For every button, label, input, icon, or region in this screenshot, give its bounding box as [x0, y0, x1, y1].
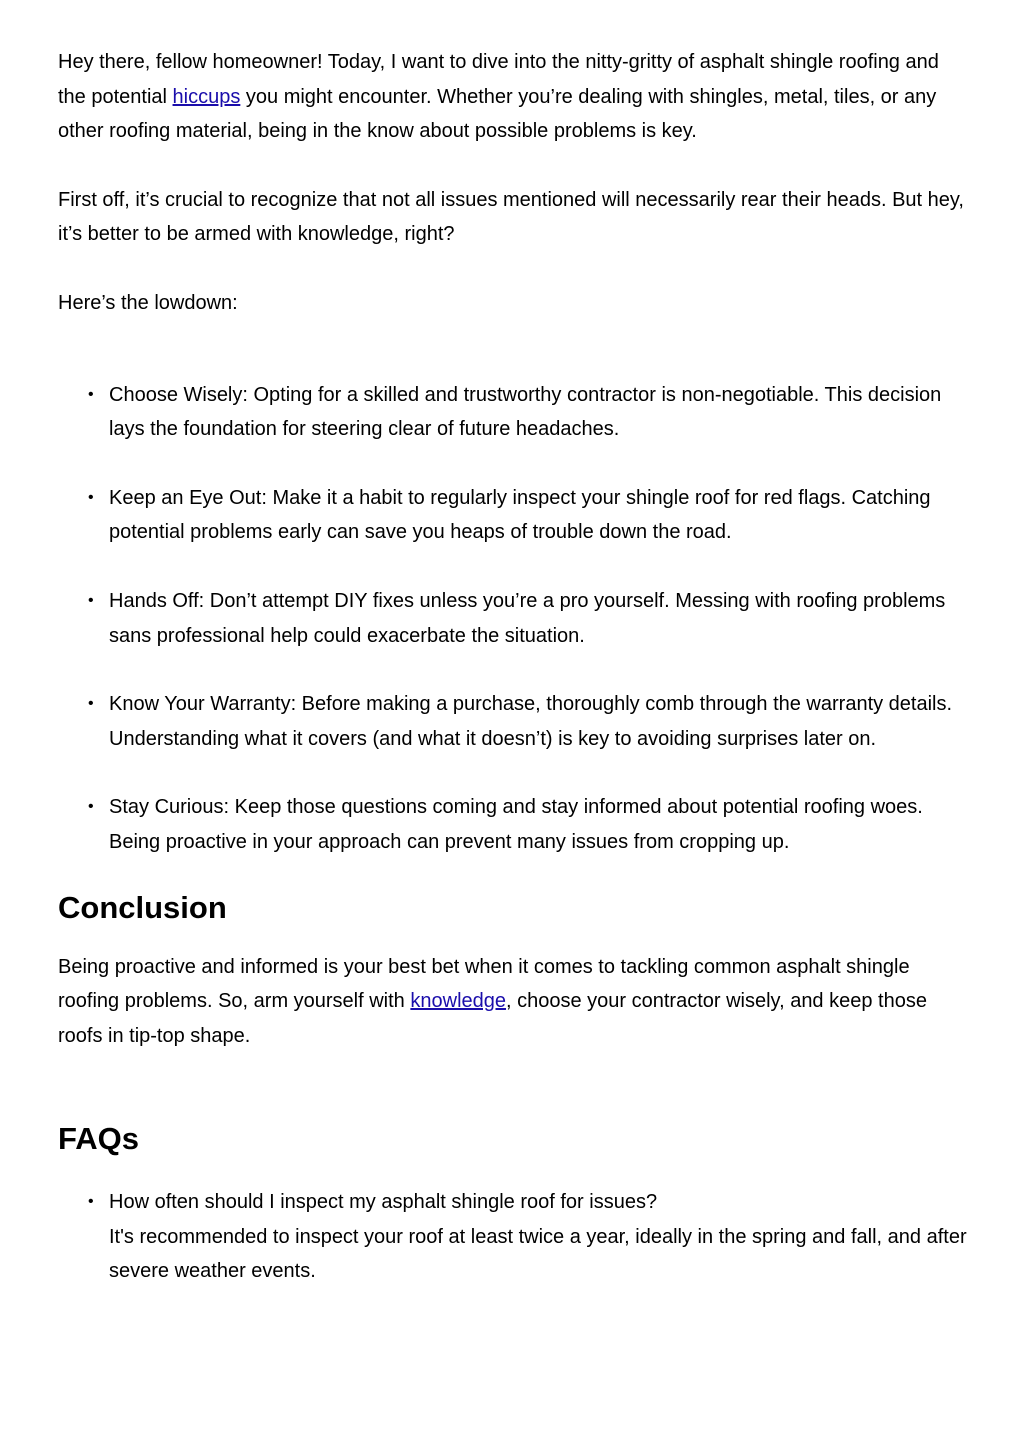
list-item	[58, 790, 968, 859]
bullet-icon: •	[88, 385, 94, 403]
bullet-icon: •	[88, 488, 94, 506]
list-item	[58, 378, 968, 447]
intro-paragraph-1	[58, 45, 968, 149]
list-item	[58, 584, 968, 653]
list-item	[58, 481, 968, 550]
conclusion-paragraph	[58, 950, 968, 1054]
faq-item	[58, 1185, 968, 1289]
faqs-heading: FAQs	[58, 1121, 139, 1157]
faq-question: How often should I inspect my asphalt shingle roof for issues?	[109, 1191, 658, 1214]
bullet-icon: •	[88, 1193, 94, 1211]
tip-text: Hands Off: Don’t attempt DIY fixes unless you’re a pro yourself. Messing with roofing problems sans professional help could exacerbate the situation.	[109, 589, 946, 647]
faq-list	[58, 1185, 968, 1289]
intro-text-after-link: you might encounter. Whether you’re dealing with shingles, metal, tiles, or any other roofing material, being in the know about possible problems is key.	[58, 85, 937, 143]
tip-text: Choose Wisely: Opting for a skilled and trustworthy contractor is non-negotiable. This decision lays the foundation for steering clear of future headaches.	[109, 383, 942, 441]
tip-text: Stay Curious: Keep those questions coming and stay informed about potential roofing woes. Being proactive in your approach can prevent many issues from cropping up.	[109, 796, 923, 853]
bullet-icon: •	[88, 695, 94, 713]
intro-paragraph-2: First off, it’s crucial to recognize that not all issues mentioned will necessarily rear their heads. But hey, it’s better to be armed with knowledge, right?	[58, 188, 964, 246]
conclusion-text-after-link: , choose your contractor wisely, and keep those roofs in tip-top shape.	[58, 990, 927, 1047]
tip-text: Know Your Warranty: Before making a purchase, thoroughly comb through the warranty details. Understanding what it covers (and what it doesn’t) is key to avoiding surprises later on.	[109, 693, 953, 750]
bullet-icon: •	[88, 591, 94, 609]
intro-text-before-link: Hey there, fellow homeowner! Today, I want to dive into the nitty-gritty of asphalt shingle roofing and the potential	[58, 51, 939, 108]
list-item	[58, 687, 968, 756]
faq-answer: It's recommended to inspect your roof at least twice a year, ideally in the spring and fall, and after severe weather events.	[109, 1225, 967, 1283]
bullet-icon: •	[88, 798, 94, 816]
tip-text: Keep an Eye Out: Make it a habit to regularly inspect your shingle roof for red flags. Catching potential problems early can save you heaps of trouble down the road.	[109, 486, 931, 544]
tips-list	[58, 378, 968, 860]
conclusion-heading: Conclusion	[58, 889, 227, 925]
hiccups-link[interactable]: hiccups	[172, 85, 241, 108]
intro-paragraph-3: Here’s the lowdown:	[58, 291, 238, 314]
conclusion-text-before-link: Being proactive and informed is your best bet when it comes to tackling common asphalt shingle roofing problems. So, arm yourself with	[58, 955, 910, 1013]
knowledge-link[interactable]: knowledge	[410, 990, 506, 1013]
article-body	[58, 45, 968, 1289]
